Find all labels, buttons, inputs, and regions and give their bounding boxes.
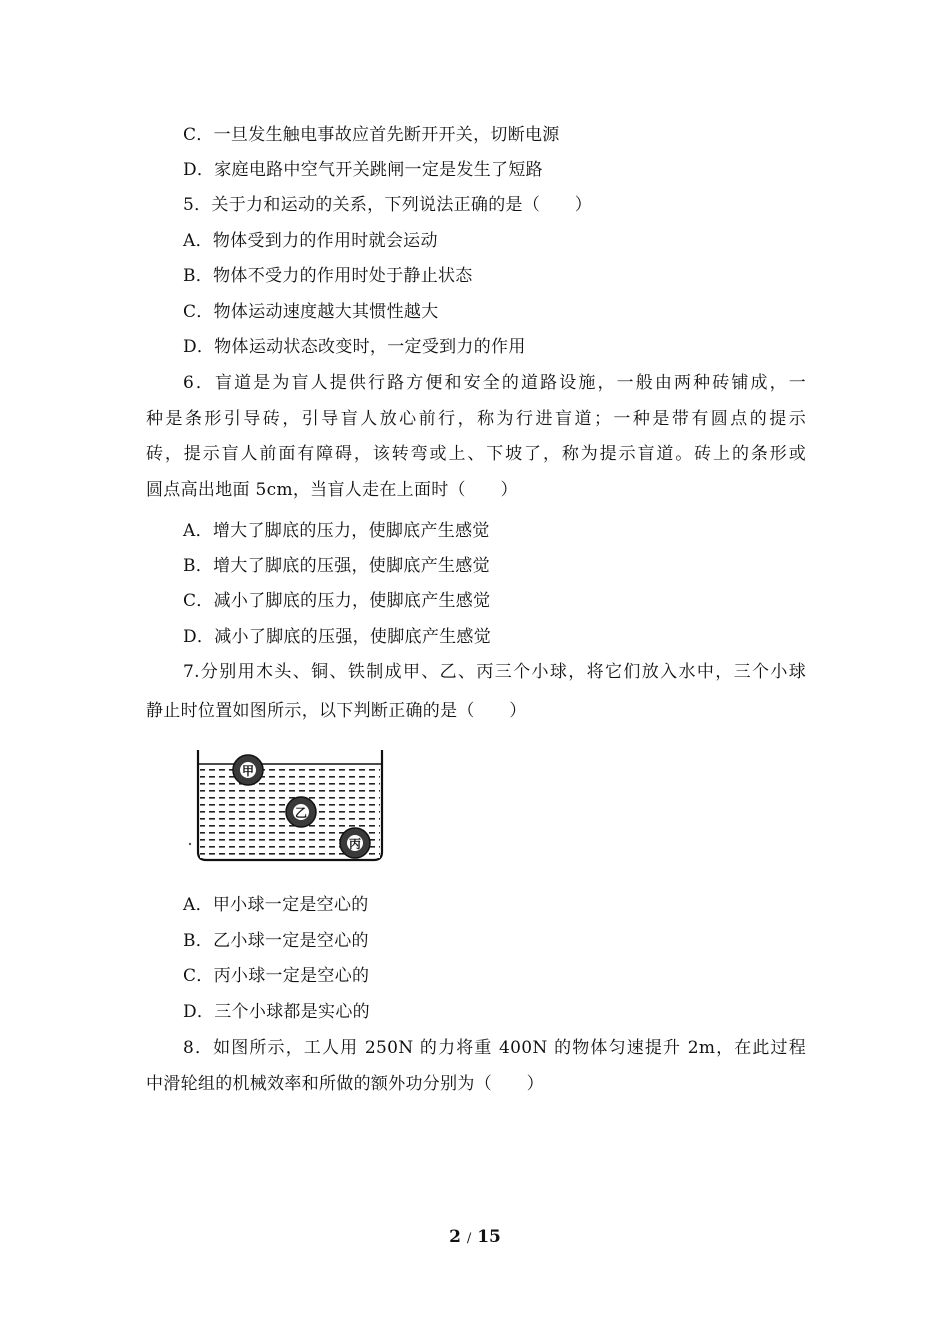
q6-option-a: A．增大了脚底的压力，使脚底产生感觉 bbox=[183, 521, 490, 541]
water-container-figure bbox=[188, 746, 388, 868]
question-8-line-1: 8．如图所示，工人用 250N 的力将重 400N 的物体匀速提升 2m，在此过程 bbox=[183, 1038, 806, 1058]
question-7-line-2: 静止时位置如图所示，以下判断正确的是（ ） bbox=[146, 701, 527, 721]
question-6-line-1: 6．盲道是为盲人提供行路方便和安全的道路设施，一般由两种砖铺成，一 bbox=[183, 373, 806, 393]
page-number bbox=[0, 1227, 950, 1247]
question-5-stem: 5．关于力和运动的关系，下列说法正确的是（ ） bbox=[183, 195, 593, 215]
q5-option-d: D．物体运动状态改变时，一定受到力的作用 bbox=[183, 337, 526, 357]
question-6-line-4: 圆点高出地面 5cm，当盲人走在上面时（ ） bbox=[146, 480, 518, 500]
total-pages: 15 bbox=[477, 1227, 501, 1247]
ball-jia bbox=[233, 755, 263, 785]
q6-option-d: D．减小了脚底的压强，使脚底产生感觉 bbox=[183, 627, 492, 647]
question-7-line-1: 7.分别用木头、铜、铁制成甲、乙、丙三个小球，将它们放入水中，三个小球 bbox=[183, 662, 806, 682]
page-separator: / bbox=[466, 1231, 472, 1246]
q7-option-d: D．三个小球都是实心的 bbox=[183, 1002, 370, 1022]
q5-option-c: C．物体运动速度越大其惯性越大 bbox=[183, 302, 439, 322]
q6-option-b: B．增大了脚底的压强，使脚底产生感觉 bbox=[183, 556, 490, 576]
current-page: 2 bbox=[449, 1227, 461, 1247]
q7-option-c: C．丙小球一定是空心的 bbox=[183, 966, 370, 986]
q7-option-b: B．乙小球一定是空心的 bbox=[183, 931, 369, 951]
ball-yi bbox=[286, 797, 316, 827]
ball-bing-label: 丙 bbox=[348, 837, 362, 851]
question-8-line-2: 中滑轮组的机械效率和所做的额外功分别为（ ） bbox=[146, 1074, 544, 1094]
q6-option-c: C．减小了脚底的压力，使脚底产生感觉 bbox=[183, 591, 491, 611]
ball-yi-label: 乙 bbox=[294, 806, 308, 820]
question-6-line-3: 砖，提示盲人前面有障碍，该转弯或上、下坡了，称为提示盲道。砖上的条形或 bbox=[146, 444, 806, 464]
question-6-line-2: 种是条形引导砖，引导盲人放心前行，称为行进盲道；一种是带有圆点的提示 bbox=[146, 409, 806, 429]
ball-jia-label: 甲 bbox=[241, 764, 255, 778]
q5-option-a: A．物体受到力的作用时就会运动 bbox=[183, 231, 438, 251]
q4-option-d: D．家庭电路中空气开关跳闸一定是发生了短路 bbox=[183, 160, 543, 180]
ball-bing bbox=[340, 828, 370, 858]
q7-option-a: A．甲小球一定是空心的 bbox=[183, 895, 369, 915]
q4-option-c: C．一旦发生触电事故应首先断开开关，切断电源 bbox=[183, 125, 560, 145]
q5-option-b: B．物体不受力的作用时处于静止状态 bbox=[183, 266, 473, 286]
